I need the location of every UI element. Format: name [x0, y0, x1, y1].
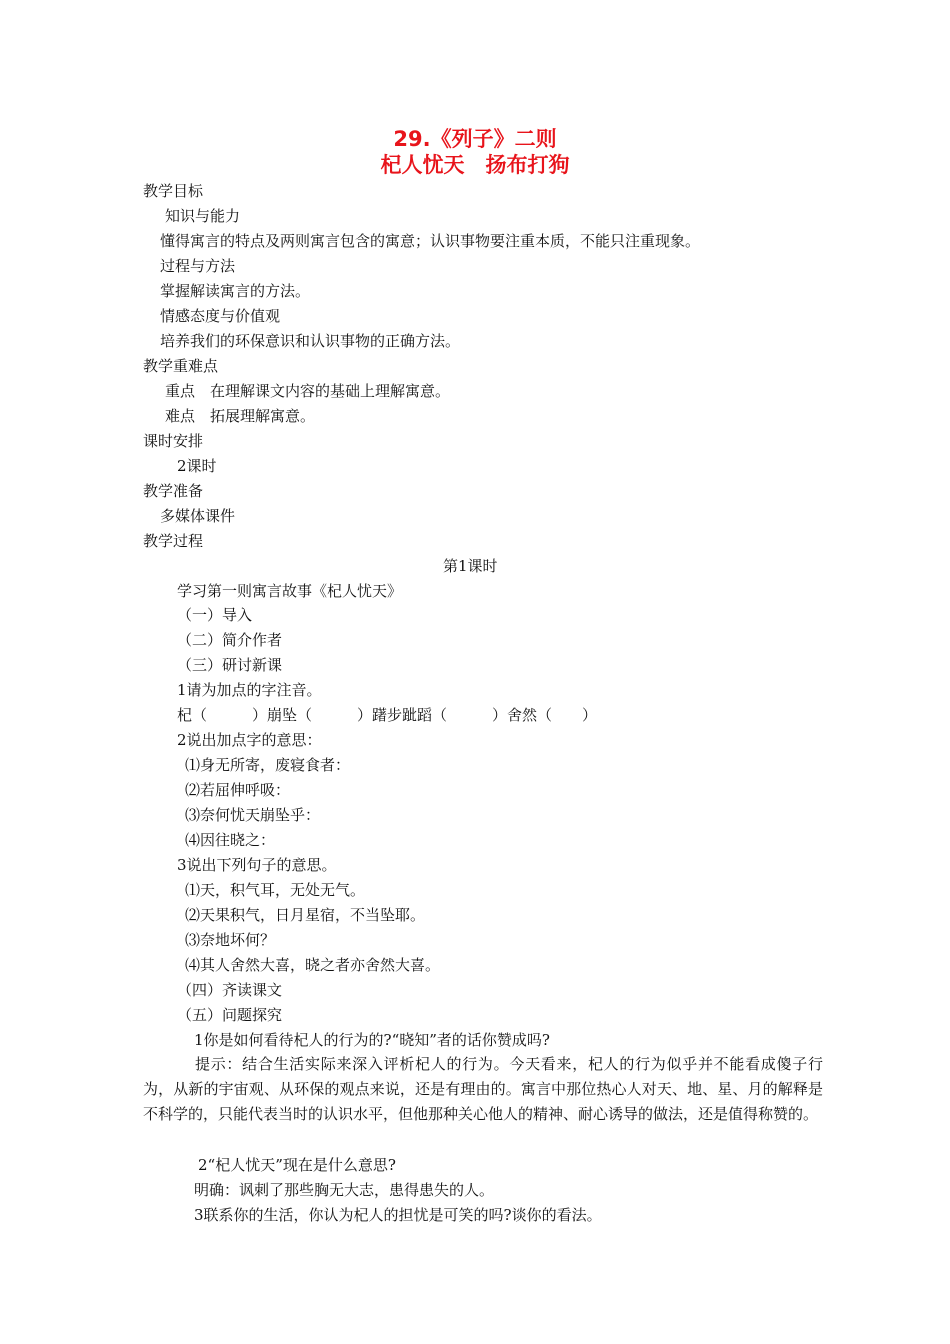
section-heading-goals: 教学目标: [143, 182, 204, 200]
knowledge-text: 懂得寓言的特点及两则寓言包含的寓意；认识事物要注重本质，不能只注重现象。: [160, 232, 701, 250]
step-read-aloud: （四）齐读课文: [177, 981, 283, 999]
inquiry-3: 3联系你的生活，你认为杞人的担忧是可笑的吗?谈你的看法。: [194, 1206, 602, 1224]
section-heading-schedule: 课时安排: [143, 432, 204, 450]
question-2-a: ⑴身无所寄，废寝食者：: [185, 756, 351, 774]
inquiry-1-hint: 提示：结合生活实际来深入评析杞人的行为。今天看来，杞人的行为似乎并不能看成傻子行为，从新的宇宙观、从环保的观点来说，还是有理由的。寓言中那位热心人对天、地、星、月的解释是不科学的，只能代表当时的认识水平，但他那种关心他人的精神、耐心诱导的做法，还是值得称赞的。: [143, 1055, 823, 1123]
question-2-b: ⑵若屈伸呼吸：: [185, 781, 291, 799]
step-intro: （一）导入: [177, 606, 253, 624]
subheading-process: 过程与方法: [160, 257, 236, 275]
prep-text: 多媒体课件: [160, 507, 236, 525]
schedule-text: 2课时: [177, 457, 217, 475]
process-text: 掌握解读寓言的方法。: [160, 282, 311, 300]
document-subtitle: 杞人忧天 扬布打狗: [380, 153, 570, 177]
section-heading-prep: 教学准备: [143, 482, 204, 500]
subheading-knowledge: 知识与能力: [165, 207, 241, 225]
inquiry-2-answer: 明确：讽刺了那些胸无大志，患得患失的人。: [194, 1181, 495, 1199]
step-new-lesson: （三）研讨新课: [177, 656, 283, 674]
question-3-b: ⑵天果积气，日月星宿，不当坠耶。: [185, 906, 426, 924]
question-3-d: ⑷其人舍然大喜，晓之者亦舍然大喜。: [185, 956, 441, 974]
question-3-c: ⑶奈地坏何？: [185, 931, 276, 949]
key-point: 重点 在理解课文内容的基础上理解寓意。: [165, 382, 451, 400]
section-heading-teaching-process: 教学过程: [143, 532, 204, 550]
question-3: 3说出下列句子的意思。: [177, 856, 337, 874]
question-1: 1请为加点的字注音。: [177, 681, 322, 699]
document-title: 29.《列子》二则: [393, 127, 557, 151]
emotion-text: 培养我们的环保意识和认识事物的正确方法。: [160, 332, 461, 350]
question-2-c: ⑶奈何忧天崩坠乎：: [185, 806, 321, 824]
lesson-label: 第1课时: [443, 557, 498, 575]
inquiry-1: 1你是如何看待杞人的行为的?“晓知”者的话你赞成吗?: [194, 1031, 550, 1049]
question-3-a: ⑴天，积气耳，无处无气。: [185, 881, 366, 899]
question-2: 2说出加点字的意思：: [177, 731, 322, 749]
step-author: （二）简介作者: [177, 631, 283, 649]
question-2-d: ⑷因往晓之：: [185, 831, 276, 849]
step-inquiry: （五）问题探究: [177, 1006, 283, 1024]
study-intro: 学习第一则寓言故事《杞人忧天》: [177, 582, 403, 600]
question-1-items: 杞（ ）崩坠（ ）躇步跐蹈（ ）舍然（ ）: [177, 706, 598, 724]
subheading-emotion: 情感态度与价值观: [160, 307, 281, 325]
section-heading-key-points: 教学重难点: [143, 357, 219, 375]
difficult-point: 难点 拓展理解寓意。: [165, 407, 316, 425]
inquiry-2: 2“杞人忧天”现在是什么意思?: [198, 1156, 396, 1174]
